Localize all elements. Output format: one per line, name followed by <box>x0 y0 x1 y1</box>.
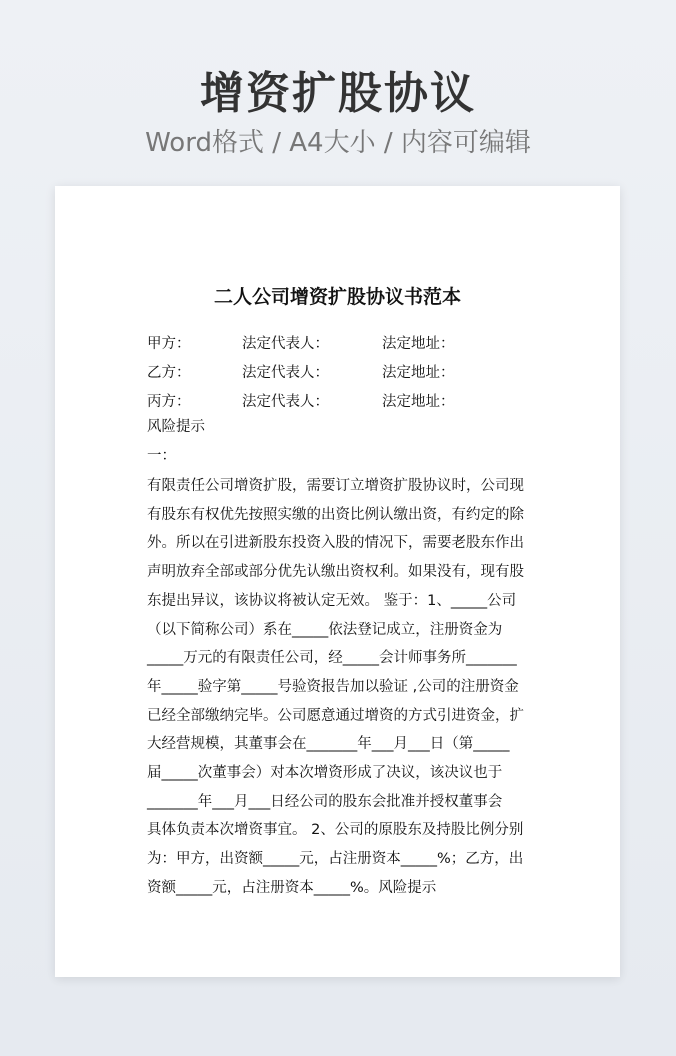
body-line: 有股东有权优先按照实缴的出资比例认缴出资，有约定的除 <box>147 506 524 523</box>
document-title: 二人公司增资扩股协议书范本 <box>213 286 461 308</box>
party-row-a <box>147 330 547 359</box>
party-row-c <box>147 388 547 417</box>
party-label: 乙方： <box>147 365 191 381</box>
body-paragraph <box>147 472 537 903</box>
page-title: 增资扩股协议 <box>200 68 476 119</box>
rep-label: 法定代表人： <box>242 336 329 352</box>
party-label: 甲方： <box>147 336 191 352</box>
body-line: 具体负责本次增资事宜。 2、公司的原股东及持股比例分别 <box>147 822 524 839</box>
body-line: 声明放弃全部或部分优先认缴出资权利。如果没有，现有股 <box>147 564 524 581</box>
body-line: _____万元的有限责任公司，经_____会计师事务所_______ <box>147 650 517 667</box>
parties-block <box>147 330 547 417</box>
body-line: 届_____次董事会）对本次增资形成了决议，该决议也于 <box>147 765 503 782</box>
party-label: 丙方： <box>147 394 191 410</box>
item-one-label: 一： <box>147 448 176 464</box>
body-line: 东提出异议，该协议将被认定无效。 鉴于：1、_____公司 <box>147 592 517 609</box>
rep-label: 法定代表人： <box>242 394 329 410</box>
addr-label: 法定地址： <box>382 365 455 381</box>
risk-label: 风险提示 <box>147 419 205 435</box>
body-line: 已经全部缴纳完毕。公司愿意通过增资的方式引进资金，扩 <box>147 707 524 724</box>
addr-label: 法定地址： <box>382 336 455 352</box>
party-row-b <box>147 359 547 388</box>
header <box>0 0 676 160</box>
body-line: 外。所以在引进新股东投资入股的情况下，需要老股东作出 <box>147 535 524 552</box>
body-line: 年_____验字第_____号验资报告加以验证 ,公司的注册资金 <box>147 678 519 695</box>
body-line: _______年___月___日经公司的股东会批准并授权董事会 <box>147 793 503 810</box>
body-line: 大经营规模，其董事会在_______年___月___日（第_____ <box>147 736 510 753</box>
body-line: 有限责任公司增资扩股，需要订立增资扩股协议时，公司现 <box>147 478 524 494</box>
body-line: 资额_____元，占注册资本_____%。风险提示 <box>147 879 437 896</box>
rep-label: 法定代表人： <box>242 365 329 381</box>
page-subtitle: Word格式 / A4大小 / 内容可编辑 <box>145 128 531 158</box>
body-line: （以下简称公司）系在_____依法登记成立，注册资金为 <box>147 621 503 638</box>
body-line: 为：甲方，出资额_____元，占注册资本_____%；乙方，出 <box>147 851 524 868</box>
document-page <box>55 186 620 977</box>
addr-label: 法定地址： <box>382 394 455 410</box>
